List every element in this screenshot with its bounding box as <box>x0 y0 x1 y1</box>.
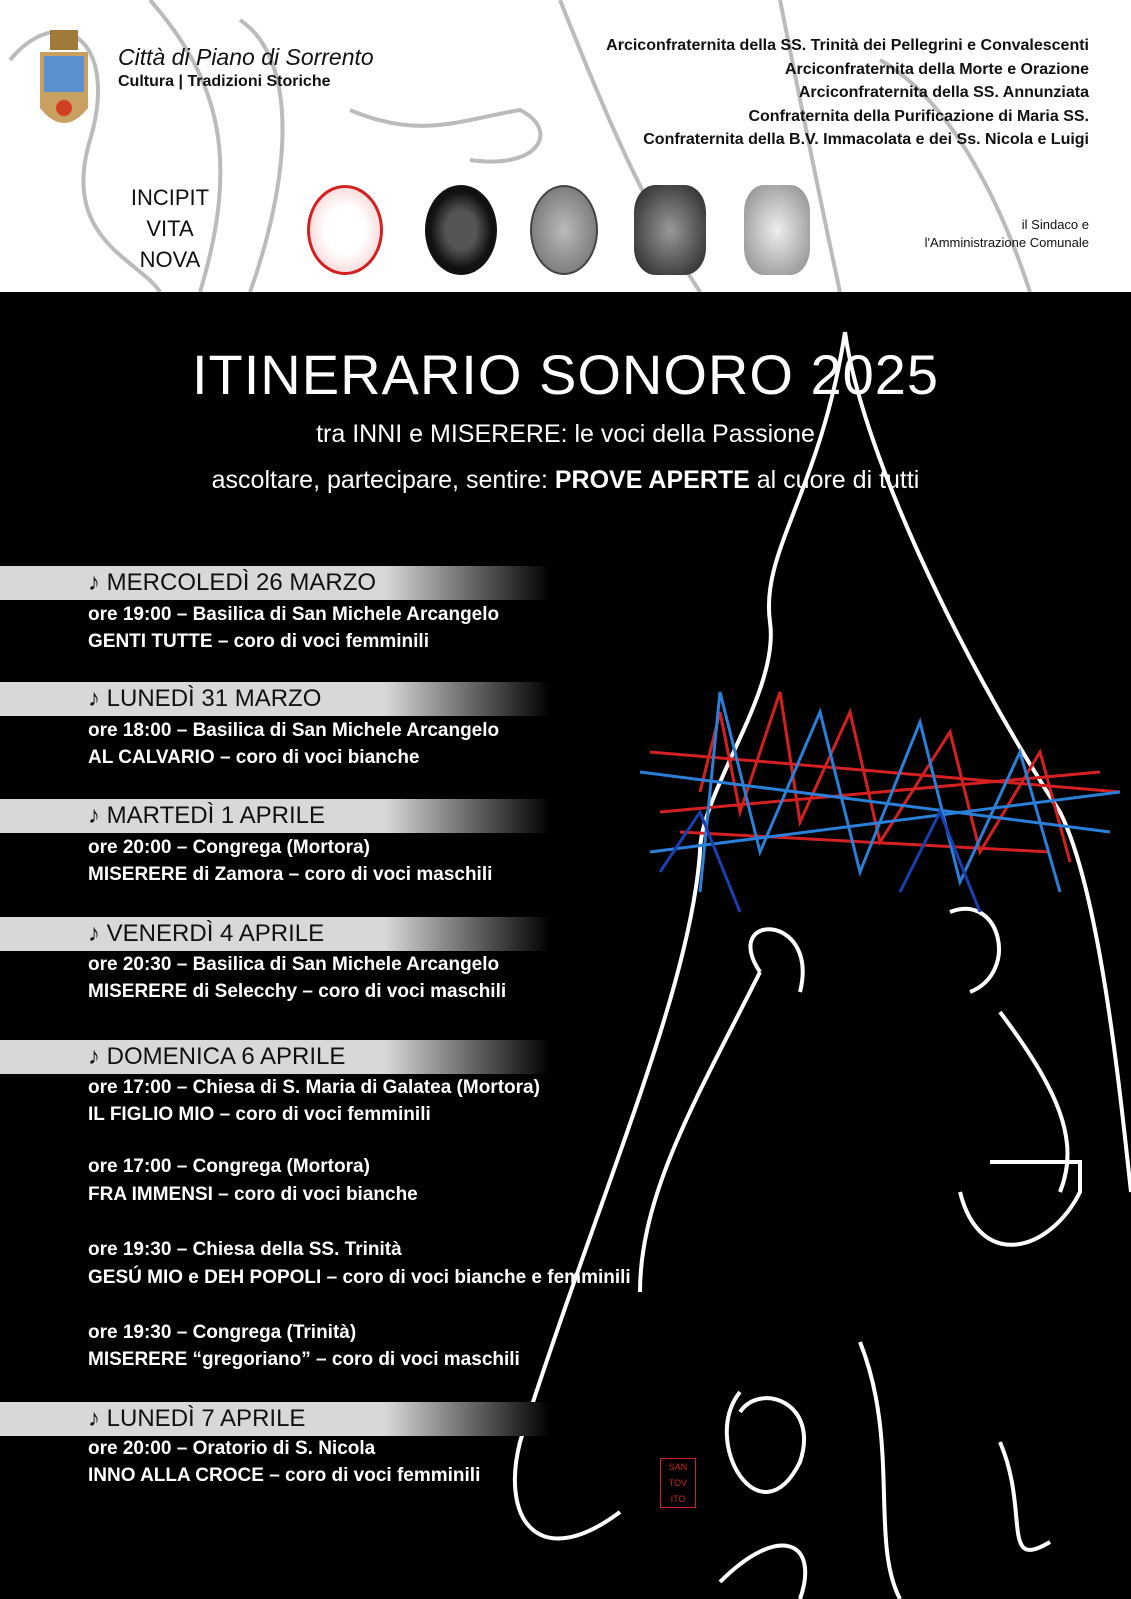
confraternity: Arciconfraternita della Morte e Orazione <box>784 60 1089 78</box>
motto-line: INCIPIT <box>130 185 210 210</box>
confraternity-seal-skull <box>425 185 497 275</box>
confraternity-seal-purificazione <box>634 185 706 275</box>
event-line: FRA IMMENSI – coro di voci bianche <box>88 1184 418 1205</box>
confraternity-seal-annunziata <box>530 185 598 275</box>
event-line: ore 17:00 – Congrega (Mortora) <box>88 1156 370 1177</box>
poster-title: ITINERARIO SONORO 2025 <box>191 343 940 406</box>
city-name: Città di Piano di Sorrento <box>118 44 374 70</box>
confraternity: Confraternita della Purificazione di Maria SS. <box>748 107 1089 125</box>
event-date: ♪ MERCOLEDÌ 26 MARZO <box>0 566 550 600</box>
motto <box>120 182 220 275</box>
event-line: INNO ALLA CROCE – coro di voci femminili <box>88 1465 481 1486</box>
event-line: ore 19:00 – Basilica di San Michele Arcangelo <box>88 604 500 625</box>
artist-signature: SAN TOV ITO <box>660 1458 696 1508</box>
sindaco-credit <box>925 216 1089 252</box>
confraternity-seal-immacolata <box>744 185 810 275</box>
event-line: IL FIGLIO MIO – coro di voci femminili <box>88 1104 431 1125</box>
confraternity: Arciconfraternita della SS. Trinità dei Pellegrini e Convalescenti <box>606 37 1089 54</box>
sindaco-line: l'Amministrazione Comunale <box>924 235 1089 250</box>
confraternity: Arciconfraternita della SS. Annunziata <box>798 84 1089 101</box>
event-line: ore 19:30 – Congrega (Trinità) <box>88 1322 357 1343</box>
confraternity-list <box>606 34 1089 152</box>
city-subtitle: Cultura | Tradizioni Storiche <box>118 73 331 90</box>
event-line: ore 20:00 – Congrega (Mortora) <box>88 837 370 858</box>
tagline-text: al cuore di tutti <box>749 466 920 494</box>
tagline-text: ascoltare, partecipare, sentire: <box>211 466 555 494</box>
confraternity: Confraternita della B.V. Immacolata e dei Ss. Nicola e Luigi <box>643 131 1089 148</box>
event-line: AL CALVARIO – coro di voci bianche <box>88 747 420 768</box>
event-line: ore 20:00 – Oratorio di S. Nicola <box>88 1438 376 1459</box>
event-line: ore 17:00 – Chiesa di S. Maria di Galatea (Mortora) <box>88 1077 540 1098</box>
event-line: ore 20:30 – Basilica di San Michele Arcangelo <box>88 954 500 975</box>
event-date: ♪ VENERDÌ 4 APRILE <box>0 917 550 951</box>
header <box>0 0 1131 292</box>
program-section <box>0 292 1131 1599</box>
event-line: MISERERE di Selecchy – coro di voci maschili <box>88 981 507 1002</box>
event-line: MISERERE “gregoriano” – coro di voci maschili <box>88 1349 520 1370</box>
event-line: GENTI TUTTE – coro di voci femminili <box>88 631 429 652</box>
motto-line: NOVA <box>139 247 201 272</box>
poster-tagline <box>0 466 1131 495</box>
event-line: MISERERE di Zamora – coro di voci maschili <box>88 864 493 885</box>
event-line: GESÚ MIO e DEH POPOLI – coro di voci bianche e femminili <box>88 1267 631 1288</box>
sindaco-line: il Sindaco e <box>1021 217 1089 232</box>
poster-subtitle: tra INNI e MISERERE: le voci della Passione <box>316 420 815 448</box>
event-date: ♪ MARTEDÌ 1 APRILE <box>0 799 550 833</box>
city-crest-logo <box>36 28 92 140</box>
event-date: ♪ DOMENICA 6 APRILE <box>0 1040 550 1074</box>
confraternity-seal-red <box>307 185 383 275</box>
motto-line: VITA <box>146 216 194 241</box>
event-date: ♪ LUNEDÌ 31 MARZO <box>0 682 550 716</box>
event-line: ore 19:30 – Chiesa della SS. Trinità <box>88 1239 402 1260</box>
event-date: ♪ LUNEDÌ 7 APRILE <box>0 1402 550 1436</box>
event-line: ore 18:00 – Basilica di San Michele Arcangelo <box>88 720 500 741</box>
tagline-emphasis: PROVE APERTE <box>554 466 750 494</box>
